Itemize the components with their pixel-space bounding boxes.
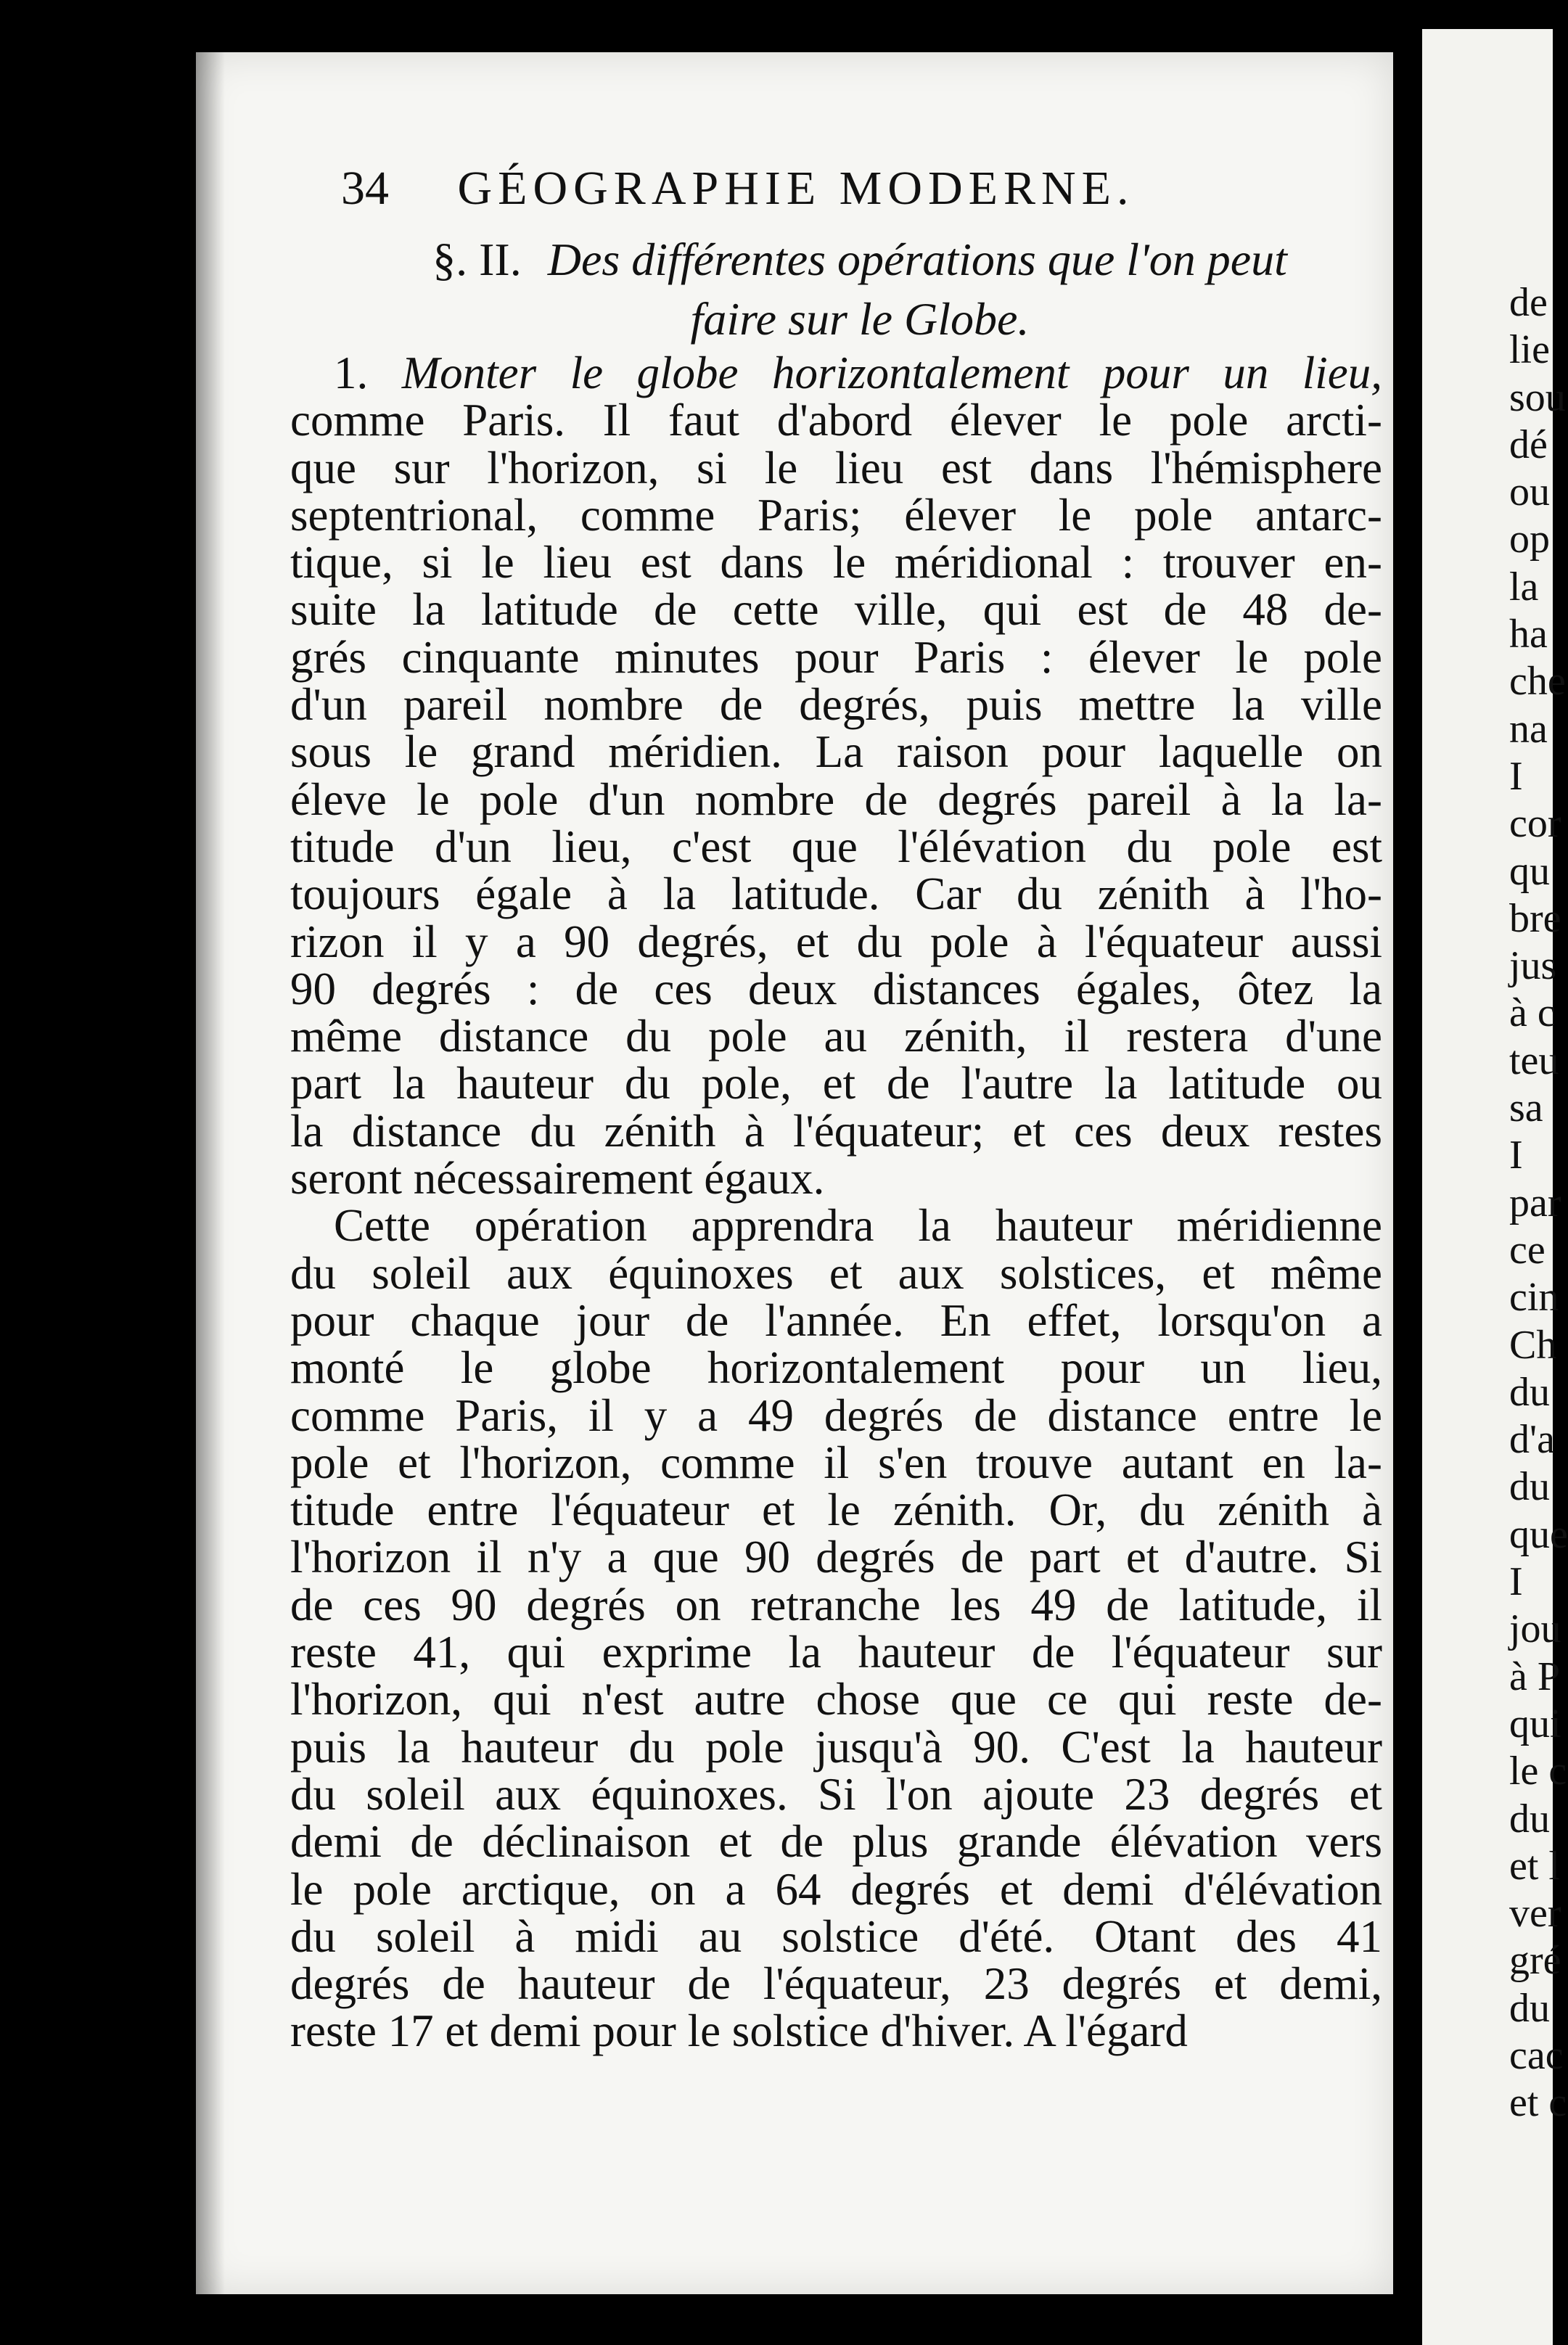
text-line: Cette opération apprendra la hauteur méridienne [334,1200,1382,1252]
facing-page-fragment: cin [1509,1275,1559,1321]
facing-page-fragment: du [1509,1796,1550,1841]
text-line: du soleil aux équinoxes. Si l'on ajoute 23 degrés et [290,1768,1382,1820]
text-line: reste 41, qui exprime la hauteur de l'équateur sur [290,1627,1382,1678]
facing-page-fragment: qui [1509,1701,1561,1746]
facing-page-fragment: et c [1509,2080,1567,2126]
section-title-line-1: Des différentes opérations que l'on peut [547,234,1287,285]
text-line: monté le globe horizontalement pour un lieu, [290,1342,1382,1394]
text-line: sous le grand méridien. La raison pour laquelle on [290,726,1382,778]
facing-page-fragment: ce [1509,1227,1546,1273]
text-line: titude d'un lieu, c'est que l'élévation du pole est [290,821,1382,872]
section-heading [334,230,1386,349]
text-line: de ces 90 degrés on retranche les 49 de latitude, il [290,1579,1382,1630]
text-line: 1. Monter le globe horizontalement pour un lieu, [334,348,1382,398]
text-line: seront nécessairement égaux. [290,1153,825,1204]
facing-page-fragment: bre [1509,895,1561,941]
facing-page-fragment: dé [1509,422,1548,467]
facing-page-fragment: que [1509,1511,1568,1557]
facing-page-fragment: jou [1509,1606,1561,1652]
facing-page-fragment: et l [1509,1843,1560,1889]
facing-page-fragment: ha [1509,612,1548,657]
facing-page-fragment: gré [1509,1938,1561,1984]
text-line: même distance du pole au zénith, il restera d'une [290,1011,1382,1062]
facing-page-fragment: na [1509,706,1548,752]
text-line: septentrional, comme Paris; élever le pole antarc- [290,489,1382,541]
page-number: 34 [341,162,389,215]
facing-page-fragment: lie [1509,327,1550,373]
text-line: que sur l'horizon, si le lieu est dans l'hémisphere [290,442,1382,493]
text-line: éleve le pole d'un nombre de degrés pareil à la la- [290,773,1382,825]
text-line: la distance du zénith à l'équateur; et ces deux restes [290,1105,1382,1157]
text-line: degrés de hauteur de l'équateur, 23 degrés et demi, [290,1958,1382,2010]
text-line: du soleil aux équinoxes et aux solstices, et même [290,1247,1382,1299]
facing-page-fragment: par [1509,1180,1561,1225]
facing-page-fragment: cor [1509,801,1561,847]
facing-page-fragment: du [1509,1464,1550,1510]
facing-page-fragment: du [1509,1369,1550,1415]
facing-page-fragment: ver [1509,1891,1561,1937]
running-title: GÉOGRAPHIE MODERNE. [457,162,1135,215]
facing-page-fragment: teu [1509,1038,1559,1083]
text-line: l'horizon il n'y a que 90 degrés de part et d'autre. Si [290,1532,1382,1583]
facing-page-fragment: de [1509,280,1548,325]
facing-page-fragment: Ch [1509,1322,1557,1368]
facing-page-fragment: jus [1509,943,1557,989]
text-line: pour chaque jour de l'année. En effet, lorsqu'on a [290,1294,1382,1346]
facing-page-fragment: I [1509,1133,1523,1178]
spine-shadow [196,52,225,2294]
facing-page-fragment: à c [1509,990,1556,1036]
text-line: 90 degrés : de ces deux distances égales, ôtez la [290,963,1382,1014]
text-line: d'un pareil nombre de degrés, puis mettre la ville [290,679,1382,731]
text-line: pole et l'horizon, comme il s'en trouve autant en la- [290,1437,1382,1488]
book-page [196,52,1393,2294]
text-line: comme Paris, il y a 49 degrés de distance entre le [290,1389,1382,1441]
facing-page-fragment: cac [1509,2032,1564,2078]
text-line: toujours égale à la latitude. Car du zénith à l'ho- [290,868,1382,920]
facing-page-fragment: che [1509,659,1566,705]
text-line: puis la hauteur du pole jusqu'à 90. C'est la hauteur [290,1721,1382,1773]
facing-page-fragment: d'a [1509,1417,1555,1463]
facing-page-fragment: à P [1509,1654,1560,1699]
facing-page-fragment: le c [1509,1749,1567,1794]
section-title-line-2: faire sur le Globe. [690,293,1030,345]
text-line: part la hauteur du pole, et de l'autre la latitude ou [290,1058,1382,1109]
section-number: §. II. [432,234,522,285]
running-header [341,161,1386,216]
facing-page-fragment: la [1509,564,1539,609]
facing-page-fragment: qu [1509,848,1550,894]
text-line: titude entre l'équateur et le zénith. Or, du zénith à [290,1484,1382,1536]
text-line: l'horizon, qui n'est autre chose que ce qui reste de- [290,1674,1382,1725]
facing-page-text [1509,279,1567,2127]
text-line: grés cinquante minutes pour Paris : élever le pole [290,631,1382,683]
facing-page-fragment: op [1509,517,1550,562]
text-line: tique, si le lieu est dans le méridional : trouver en- [290,537,1382,588]
text-line: le pole arctique, on a 64 degrés et demi d'élévation [290,1863,1382,1915]
facing-page-fragment: ou [1509,469,1550,515]
text-line: comme Paris. Il faut d'abord élever le pole arcti- [290,395,1382,446]
facing-page-fragment: sou [1509,374,1566,420]
facing-page-fragment: I [1509,1559,1523,1605]
text-line: reste 17 et demi pour le solstice d'hiver. A l'égard [290,2005,1188,2057]
facing-page-fragment: I [1509,753,1523,799]
text-line: suite la latitude de cette ville, qui est de 48 de- [290,584,1382,636]
text-line: du soleil à midi au solstice d'été. Otant des 41 [290,1910,1382,1962]
text-line: rizon il y a 90 degrés, et du pole à l'équateur aussi [290,916,1382,967]
facing-page-fragment: du [1509,1985,1550,2031]
body-text [290,350,1382,2056]
text-line: demi de déclinaison et de plus grande élévation vers [290,1816,1382,1868]
facing-page-fragment: sa [1509,1085,1543,1131]
